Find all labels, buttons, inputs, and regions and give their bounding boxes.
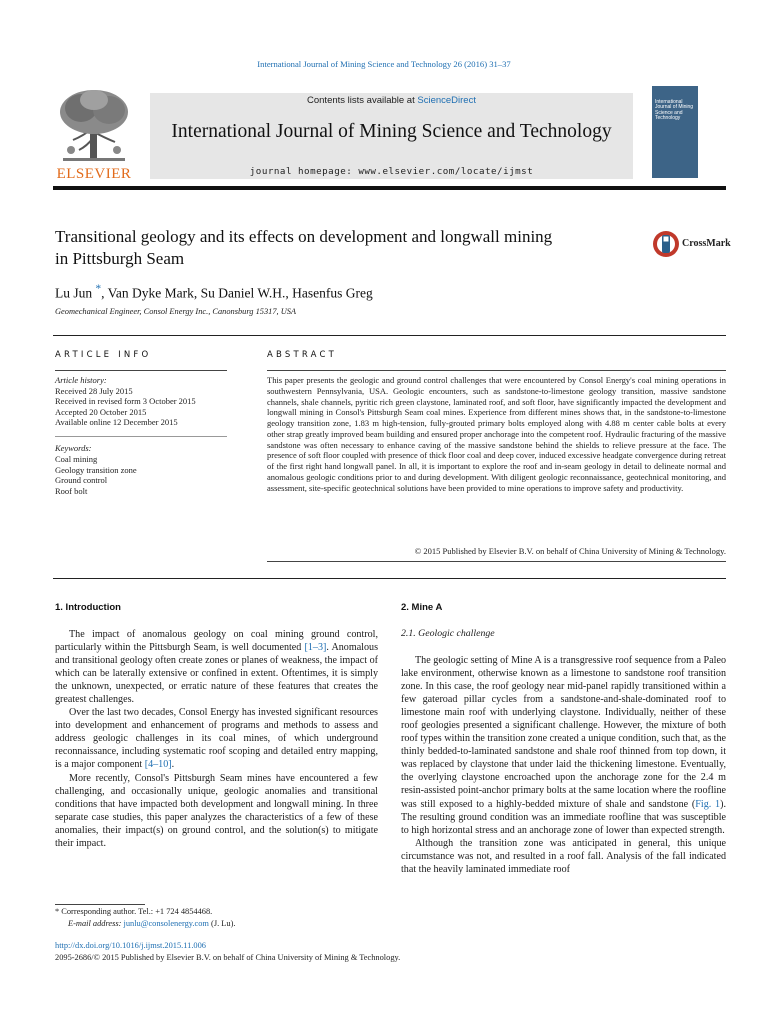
abstract-copyright: © 2015 Published by Elsevier B.V. on behalf of China University of Mining & Technology.: [414, 546, 726, 556]
paragraph: More recently, Consol's Pittsburgh Seam mines have encountered a few challenging, and occasionally unique, geologic anomalies and transitional conditions that have impacted both development and longwall mining. In three separate case studies, this paper analyzes the characteristics of a few of these anomalies, their impact(s) on ground control, and the solution(s) to mitigate their impact.: [55, 772, 378, 849]
history-heading: Article history:: [55, 375, 107, 385]
email-label: E-mail address:: [68, 918, 122, 928]
subsection-heading-geologic-challenge: 2.1. Geologic challenge: [401, 628, 495, 639]
keyword: Geology transition zone: [55, 464, 137, 475]
contents-availability: [150, 95, 633, 106]
text-span: The geologic setting of Mine A is a transgressive roof sequence from a Paleo lake environment, otherwise known as a limestone to sandstone roof transition zone. In this case, the roof geology near mid-panel rapidly transitioned within a few gateroad pillar cycles from a sandstone-and-shale-dominated roof to limestone main roof with underlying claystone. Individually, neither of these roof geologies presented a significant challenge. However, the mixture of both roof types within the transition zone created a unique condition, such that, as the thinly bedded-to-laminated sandstone and shale roof thinned from top down, it was replaced by claystone that under laid the thickening limestone. Eventually, the overlying claystone encroached upon the anchorage zone for the 2.4 m resin-assisted point-anchor primary bolts at the same location where the roofline was still exposed to a highly-bedded mixture of shale and sandstone (: [401, 655, 726, 810]
reference-link[interactable]: [4–10]: [144, 759, 172, 771]
section-heading-introduction: 1. Introduction: [55, 602, 121, 613]
paragraph: Although the transition zone was anticipated in general, this unique circumstance was not, and resulted in a roof fall. Analysis of the fall indicated that the heavily laminated immediate roof: [401, 837, 726, 875]
journal-homepage[interactable]: journal homepage: www.elsevier.com/locate/ijmst: [249, 166, 534, 177]
text-span: Corresponding author. Tel.: +1 724 4854468.: [61, 907, 213, 916]
issn-copyright: 2095-2686/© 2015 Published by Elsevier B.V. on behalf of China University of Mining & Technology.: [55, 953, 401, 962]
keyword: Roof bolt: [55, 486, 88, 497]
footnote: [55, 906, 375, 929]
paragraph: [401, 654, 726, 837]
text-span: The impact of anomalous geology on coal mining ground control, particularly within the Pittsburgh Seam, is well documented: [55, 629, 378, 654]
text-span: Over the last two decades, Consol Energy has invested significant resources into development and enhancement of programs and methods to assess and address geologic challenges in its coal mines, of which underground reconnaissance, including systematic roof scoping and detailed entry mapping, is a major component: [55, 707, 378, 771]
paper-title: [55, 226, 645, 270]
journal-cover-thumbnail[interactable]: [652, 86, 698, 178]
tree-icon: [53, 88, 135, 166]
contents-prefix: Contents lists available at: [307, 95, 418, 106]
history-revised: Received in revised form 3 October 2015: [55, 396, 196, 407]
section-heading-mine-a: 2. Mine A: [401, 602, 443, 613]
footnote-marker: *: [55, 907, 60, 916]
elsevier-wordmark: ELSEVIER: [56, 166, 132, 182]
divider: [267, 561, 726, 562]
divider: [55, 370, 227, 371]
text-span: . Anomalous and transitional geology often create zones or planes of weakness, the impact of which can be laterally extensive or confined in extent. Oftentimes, it is simply the unknown, unexpected, or erratic nature of these features that creates the greatest challenges.: [55, 642, 379, 706]
history-accepted: Accepted 20 October 2015: [55, 406, 147, 417]
email-link[interactable]: junlu@consolenergy.com: [123, 918, 209, 928]
keywords: [55, 443, 235, 497]
sciencedirect-link[interactable]: ScienceDirect: [417, 95, 476, 106]
figure-link[interactable]: Fig. 1: [695, 798, 721, 810]
journal-citation[interactable]: International Journal of Mining Science and Technology 26 (2016) 31–37: [257, 59, 511, 69]
keyword: Ground control: [55, 475, 108, 486]
author-lu-jun: Lu Jun: [55, 285, 93, 301]
history-received: Received 28 July 2015: [55, 385, 133, 396]
divider: [53, 578, 726, 579]
corresponding-author-note: [55, 906, 375, 918]
abstract-text: This paper presents the geologic and ground control challenges that were encountered by Consol Energy's coal mining operations in southwestern Pennsylvania, USA. Geologic encounters, such as sandstone-to-limestone geology transition, massive sandstone channels, shale channels, pyritic rich green claystone, laminated roof, and soft floor, have significantly impacted the development and longwall mining in Consol's Pittsburgh Seam coal mines. Experience from different mines shows that, in the sandstone-to-limestone geology transition zone, 1.83 m high-tension, fully-grouted primary bolts employed along with 4.88 m center cable bolts at every other strap greatly improved beam building and ensured proper anchorage into the competent roof. Hydraulic fracturing of the massive sandstone was often necessary to enhance caving of the massive sandstone behind the shields to relieve pressure at the face. The presence of soft floor coupled with presence of thick floor coal and deep cover, induced excessive headgate convergence during retreat of the first right hand longwall panel. In all, it is important to explore the roof and in-seam geology in detail to delineate normal and anomalous geologic conditions prior to and during development. With diligent geologic reconnaissance, geotechnical monitoring, and assessment, site-specific geotechnical solutions have been provided to mine operations to improve safety and productivity.: [267, 375, 726, 493]
divider: [267, 370, 726, 371]
footnote-divider: [55, 904, 145, 905]
divider: [53, 335, 726, 336]
corresponding-author-marker[interactable]: *: [95, 283, 102, 295]
article-history: [55, 375, 235, 428]
crossmark-label: CrossMark: [682, 238, 731, 249]
doi-link[interactable]: http://dx.doi.org/10.1016/j.ijmst.2015.11.006: [55, 941, 206, 950]
introduction-body: [55, 628, 378, 850]
article-info-label: ARTICLE INFO: [55, 350, 152, 360]
affiliation: Geomechanical Engineer, Consol Energy Inc., Canonsburg 15317, USA: [55, 307, 297, 316]
keyword: Coal mining: [55, 453, 98, 464]
reference-link[interactable]: [1–3]: [304, 642, 327, 654]
email-note: [55, 918, 375, 930]
paragraph: [55, 628, 378, 706]
journal-title: International Journal of Mining Science and Technology: [171, 121, 612, 142]
paper-title-line-1: Transitional geology and its effects on development and longwall mining: [55, 227, 553, 246]
author-list-rest: , Van Dyke Mark, Su Daniel W.H., Hasenfus Greg: [101, 285, 373, 301]
paper-title-line-2: in Pittsburgh Seam: [55, 249, 185, 268]
mine-a-body: [401, 654, 726, 876]
text-span: (J. Lu).: [208, 918, 236, 928]
crossmark-icon: [652, 229, 680, 259]
text-span: .: [171, 759, 175, 771]
paragraph: [55, 706, 378, 771]
history-online: Available online 12 December 2015: [55, 417, 178, 428]
header-divider: [53, 186, 726, 190]
cover-title: International Journal of Mining Science and Technology: [655, 99, 694, 122]
crossmark-badge[interactable]: [652, 229, 732, 259]
divider: [55, 436, 227, 437]
text-span: ). The resulting ground condition was an immediate roofline that was susceptible to high horizontal stress and an anchorage zone of lower than expected strength.: [401, 798, 726, 836]
abstract-label: ABSTRACT: [267, 350, 338, 360]
authors: [55, 283, 373, 302]
elsevier-logo: [53, 88, 135, 183]
keywords-heading: Keywords:: [55, 443, 92, 453]
